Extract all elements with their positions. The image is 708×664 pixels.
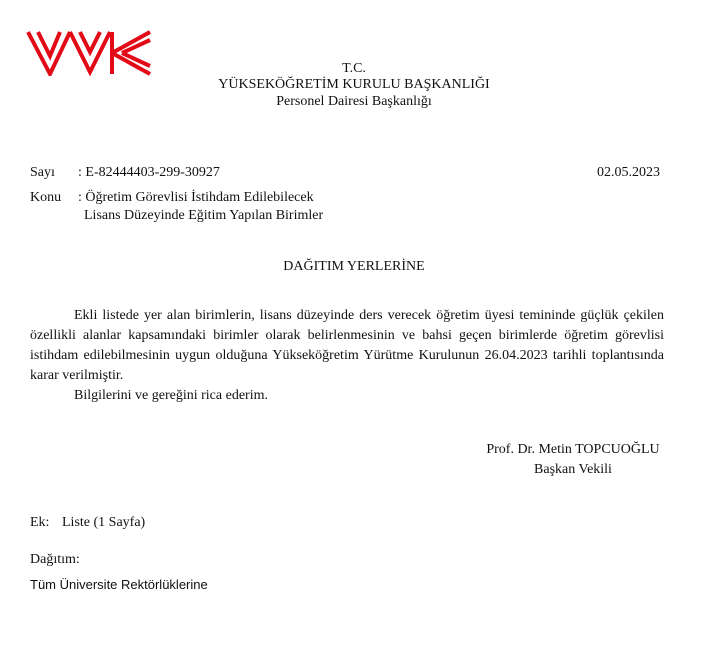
signatory-name: Prof. Dr. Metin TOPCUOĞLU (486, 442, 660, 457)
attachment-value: Liste (1 Sayfa) (62, 515, 146, 530)
letter-body (30, 306, 664, 406)
body-paragraph-2: Bilgilerini ve gereğini rica ederim. (74, 388, 268, 403)
attachment-label: Ek: (30, 515, 50, 530)
document-date: 02.05.2023 (597, 165, 660, 180)
letterhead-organization: YÜKSEKÖĞRETİM KURULU BAŞKANLIĞI (218, 77, 490, 92)
distribution-value: Tüm Üniversite Rektörlüklerine (30, 577, 208, 592)
signatory-title: Başkan Vekili (534, 462, 612, 477)
letterhead-country: T.C. (342, 61, 366, 76)
konu-line-2: Lisans Düzeyinde Eğitim Yapılan Birimler (84, 208, 324, 223)
sayi-value: : E-82444403-299-30927 (78, 165, 220, 180)
konu-line-1: : Öğretim Görevlisi İstihdam Edilebilecek (78, 190, 314, 205)
sayi-label: Sayı (30, 165, 55, 180)
recipient-heading: DAĞITIM YERLERİNE (283, 259, 425, 274)
body-paragraph-1: Ekli listede yer alan birimlerin, lisans düzeyinde ders verecek öğretim üyesi temininde güçlük çekilen özellikli alanlar kapsamındaki birimler olarak belirlenmesinin ve bahsi geçen birimlerde öğretim görevlisi istihdam edilebilmesinin uygun olduğuna Yükseköğretim Yürütme Kurulunun 26.04.2023 tarihli toplantısında karar verilmiştir. (30, 308, 664, 383)
letterhead-department: Personel Dairesi Başkanlığı (276, 94, 432, 109)
konu-label: Konu (30, 190, 62, 205)
distribution-label: Dağıtım: (30, 552, 80, 567)
